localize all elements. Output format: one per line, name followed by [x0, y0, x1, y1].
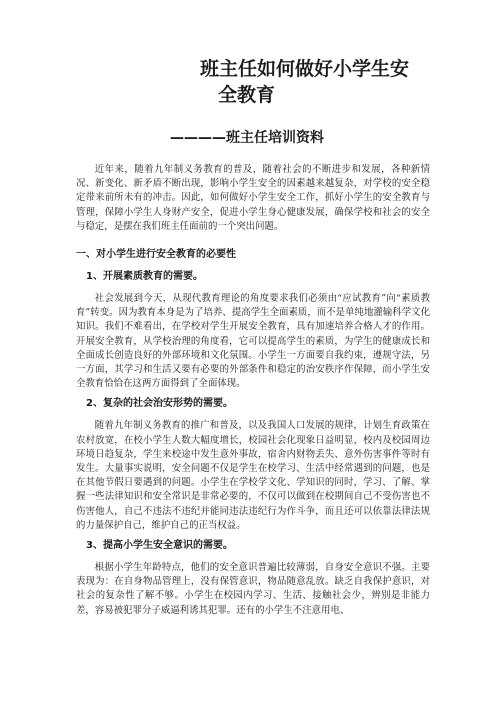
section-1-heading: 一、对小学生进行安全教育的必要性 — [76, 249, 236, 261]
subsection-1-paragraph: 社会发展到今天，从现代教育理论的角度要求我们必须由“应试教育”向“素质教育”转变。因为教育本身是为了培养、提高学生全面素质，而不是单纯地灌输科学文化知识。我们不难看出，在学校对学生开展安全教育，具有加速培养合格人才的作用。开展安全教育，从学校治理的角度看，它可以提高学生的素质，为学生的健康成长和全面成长创造良好的外部环境和文化氛围。小学生一方面要自我约束，遵规守法，另一方面，其学习和生活又要有必要的外部条件和稳定的治安秩序作保障，而小学生安全教育恰恰在这两方面得到了全面体现。 — [76, 293, 430, 390]
subsection-2-heading: 2、复杂的社会治安形势的需要。 — [86, 398, 233, 410]
title-line-1: 班主任如何做好小学生安 — [200, 58, 410, 80]
page-title — [200, 56, 440, 108]
subsection-3-paragraph: 根据小学生年龄特点，他们的安全意识普遍比较薄弱，自身安全意识不强。主要表现为：在自身物品管理上，没有保管意识，物品随意乱放。缺乏自我保护意识，对社会的复杂性了解不够。小学生在校园内学习、生活、接触社会少，辨别是非能力差，容易被犯罪分子威逼利诱其犯罪。还有的小学生不注意用电、 — [76, 562, 430, 616]
title-line-2: 全教育 — [218, 84, 276, 106]
page-subtitle: ————班主任培训资料 — [170, 130, 324, 146]
document-body — [76, 163, 430, 618]
subsection-3-heading: 3、提高小学生安全意识的需要。 — [86, 540, 233, 552]
subsection-2-paragraph: 随着九年制义务教育的推广和普及，以及我国人口发展的规律，计划生育政策在农村放宽，在校小学生人数大幅度增长，校园社会化现象日益明显，校内及校园周边环境日趋复杂，学生来校途中发生意外事故，宿舍内财物丢失、意外伤害事件等时有发生。大量事实说明，安全问题不仅是学生在校学习、生活中经常遇到的问题，也是在其他节假日要遇到的问题。小学生在学校学文化、学知识的同时，学习、了解、掌握一些法律知识和安全常识是非常必要的，不仅可以做到在校期间自己不受伤害也不伤害他人，自己不违法不违纪并能同违法违纪行为作斗争，而且还可以依靠法律法规的力量保护自己，维护自己的正当权益。 — [76, 420, 430, 531]
intro-paragraph: 近年来，随着九年制义务教育的普及，随着社会的不断进步和发展，各种新情况、新变化、新矛盾不断出现，影响小学生安全的因素越来越复杂，对学校的安全稳定带来前所未有的冲击。因此，如何做好小学生安全工作，抓好小学生的安全教育与管理，保障小学生人身财产安全，促进小学生身心健康发展，确保学校和社会的安全与稳定，是摆在我们班主任面前的一个突出问题。 — [76, 164, 430, 232]
subsection-1-heading: 1、开展素质教育的需要。 — [86, 271, 203, 283]
